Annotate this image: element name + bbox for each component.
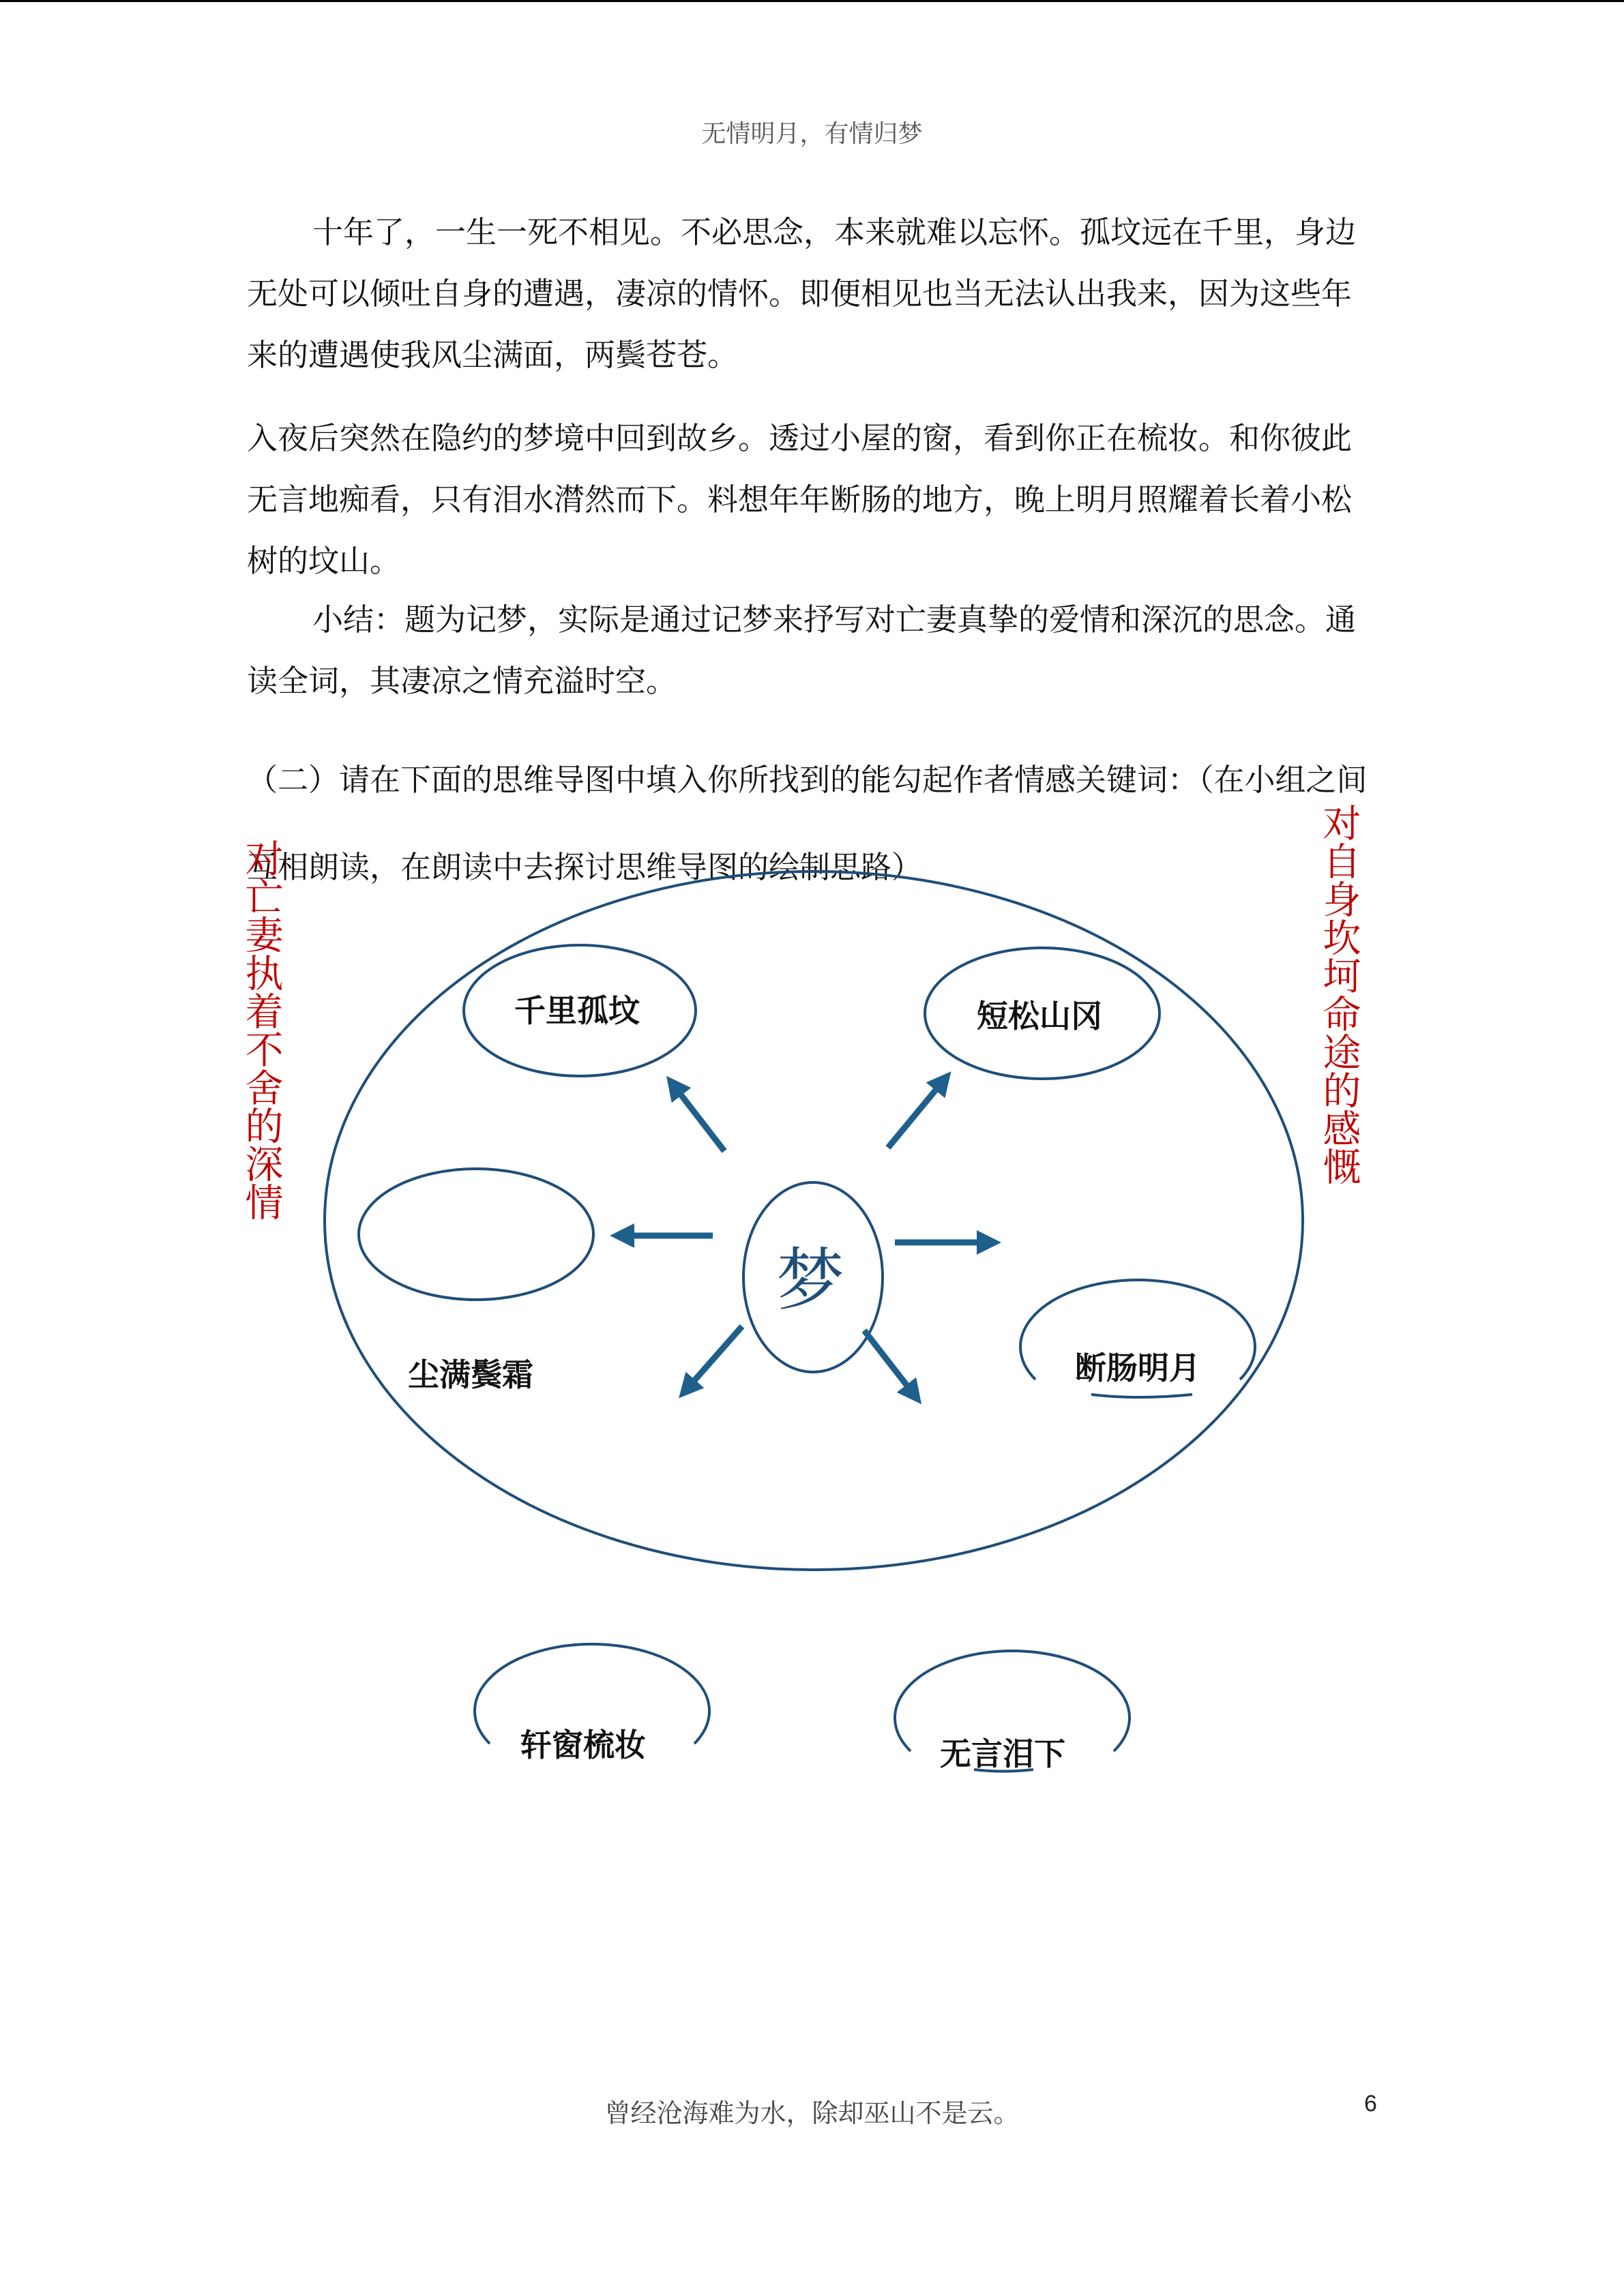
node-lower-right-base [1091, 1395, 1192, 1397]
node-top-left-label: 千里孤坟 [514, 992, 640, 1029]
center-label: 梦 [776, 1240, 844, 1320]
arrow-top-left [674, 1086, 724, 1151]
paragraph-2: 入夜后突然在隐约的梦境中回到故乡。透过小屋的窗，看到你正在梳妆。和你彼此无言地痴看，只有泪水潸然而下。料想年年断肠的地方，晚上明月照耀着长着小松树的坟山。 [247, 420, 1353, 579]
paragraph-summary: 小结：题为记梦，实际是通过记梦来抒写对亡妻真挚的爱情和深沉的思念。通读全词，其凄凉之情充溢时空。 [247, 601, 1357, 699]
outer-ellipse [325, 871, 1303, 1570]
node-outside-left-label: 轩窗梳妆 [520, 1727, 646, 1763]
node-lower-right-label: 断肠明月 [1075, 1350, 1200, 1386]
side-caption-left: 对亡妻执着不舍的深情 [239, 839, 284, 1221]
footer-quote: 曾经沧海难为水，除却巫山不是云。 [604, 2098, 1020, 2128]
node-middle-left-blank [359, 1169, 593, 1300]
page-number: 6 [1364, 2091, 1377, 2117]
paragraph-1: 十年了，一生一死不相见。不必思念，本来就难以忘怀。孤坟远在千里，身边无处可以倾吐自身的遭遇，凄凉的情怀。即便相见也当无法认出我来，因为这些年来的遭遇使我风尘满面，两鬓苍苍。 [247, 214, 1357, 373]
side-caption-right: 对自身坎坷命途的感慨 [1316, 803, 1361, 1185]
node-top-right-label: 短松山冈 [977, 998, 1102, 1034]
node-outside-right-label: 无言泪下 [940, 1735, 1065, 1772]
page-header: 无情明月，有情归梦 [701, 120, 923, 148]
paragraph-instruction: （二）请在下面的思维导图中填入你所找到的能勾起作者情感关键词：（在小组之间互相朗读，在朗读中去探讨思维导图的绘制思路） [247, 762, 1368, 885]
arrow-lower-right [864, 1330, 914, 1395]
arrow-top-right [888, 1081, 943, 1148]
arrow-lower-left [687, 1326, 742, 1389]
node-lower-left-label: 尘满鬓霜 [408, 1356, 533, 1393]
